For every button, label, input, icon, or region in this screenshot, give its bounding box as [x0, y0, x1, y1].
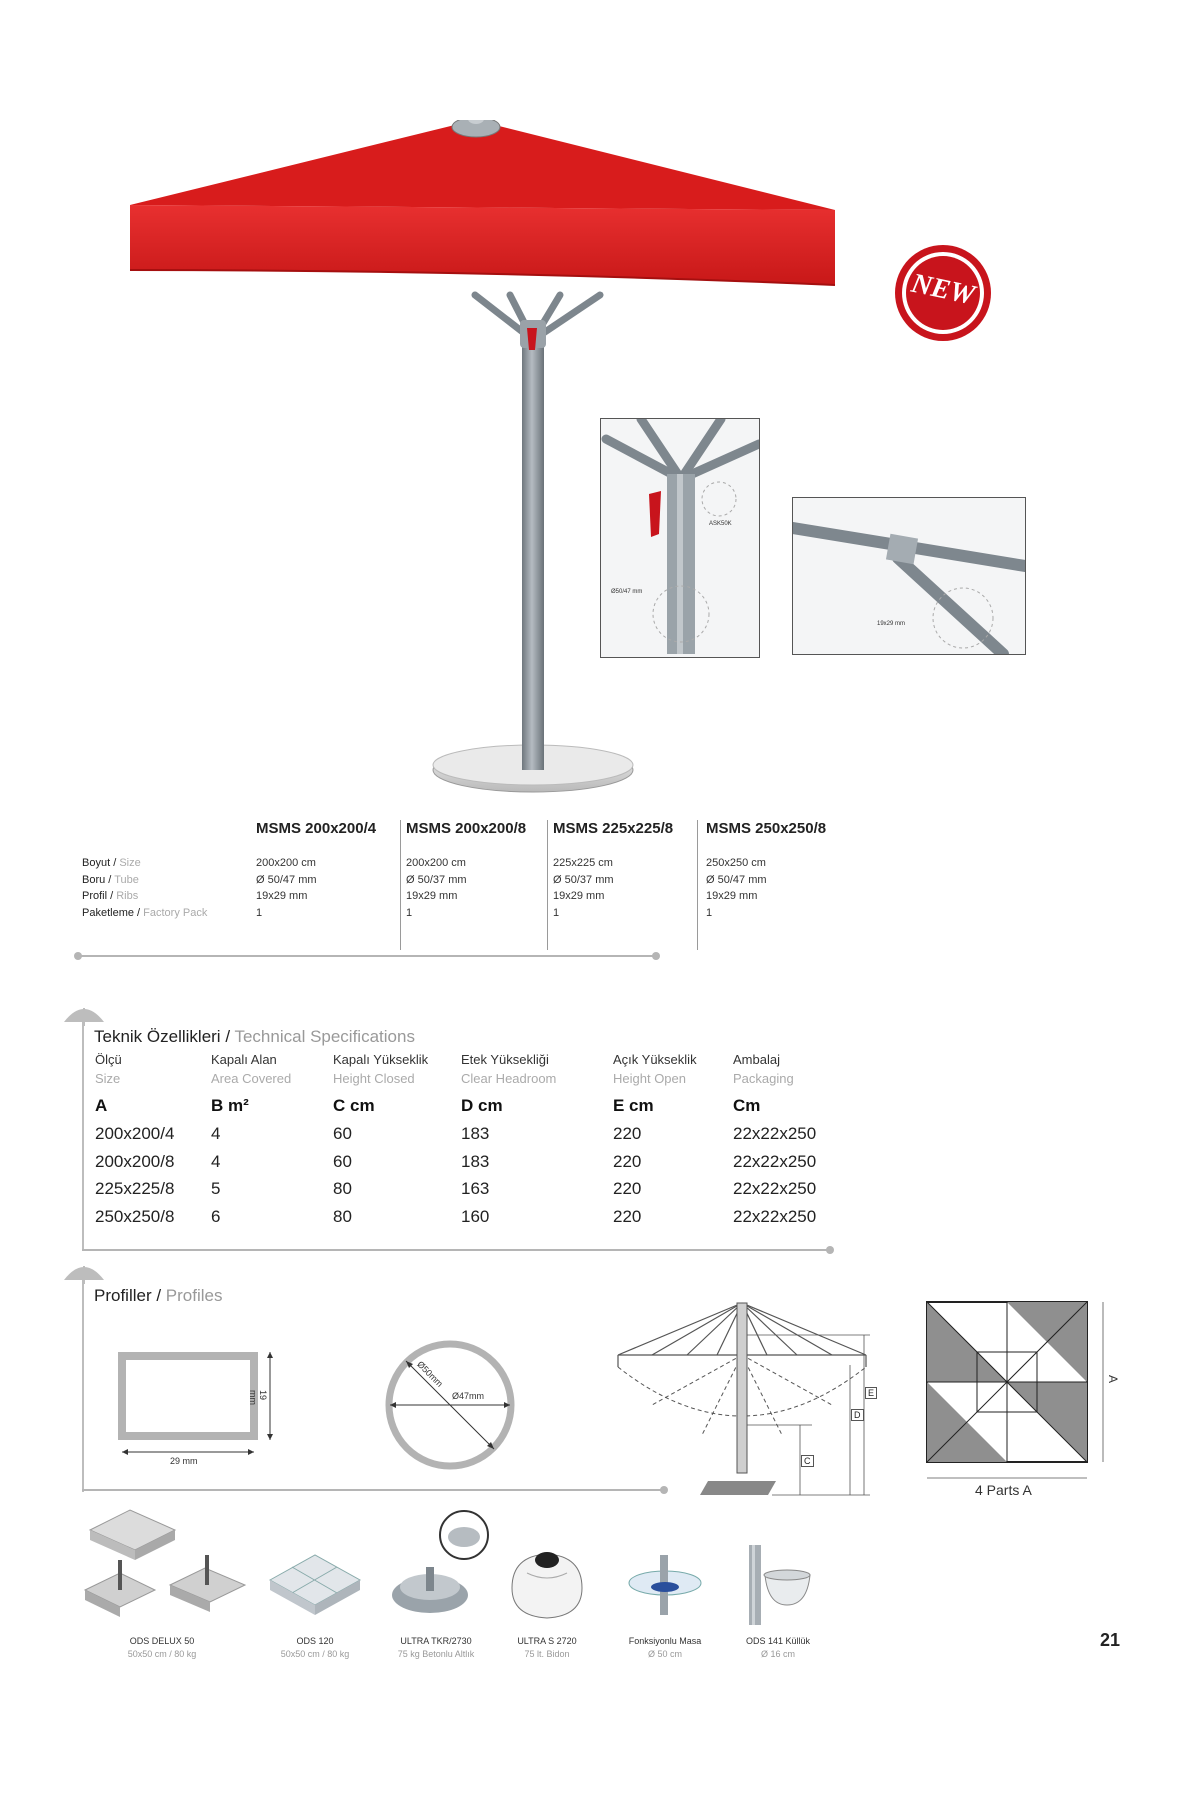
accessory-ashtray-image [735, 1545, 820, 1625]
spec-label-size: Boyut / Size [82, 857, 141, 869]
column-unit: A [95, 1096, 108, 1115]
table-cell: 200x200/4 [95, 1124, 175, 1143]
table-cell: 183 [461, 1124, 490, 1143]
model-name: MSMS 200x200/8 [406, 820, 527, 837]
table-cell: 220 [613, 1206, 642, 1226]
accessory-ods-120-image [265, 1545, 365, 1630]
section-bracket [82, 1012, 84, 1250]
table-cell: 163 [461, 1179, 490, 1198]
model-pack: 1 [706, 906, 713, 919]
accessory-label [398, 1636, 475, 1659]
profiles-title: Profiller / Profiles [94, 1286, 223, 1305]
model-values [553, 855, 614, 921]
accessory-description: 50x50 cm / 80 kg [280, 1649, 350, 1659]
dimension-e-label: E [865, 1387, 877, 1399]
table-cell: 80 [333, 1206, 352, 1226]
model-values [706, 855, 767, 921]
page-number: 21 [1100, 1630, 1121, 1650]
column-unit: E cm [613, 1096, 654, 1115]
spec-label-tube: Boru / Tube [82, 873, 139, 886]
model-values [256, 855, 317, 921]
column-header-en: Area Covered [211, 1071, 292, 1086]
rib-size-label: 19x29 mm [877, 621, 906, 627]
model-ribs: 19x29 mm [256, 890, 308, 902]
table-cell: 22x22x250 [733, 1151, 817, 1171]
model-divider [697, 820, 698, 950]
umbrella-product-image [130, 120, 1010, 800]
table-cell: 22x22x250 [733, 1179, 817, 1198]
column-header-en: Height Open [613, 1071, 686, 1086]
model-divider [547, 820, 548, 950]
tube-profile-icon [380, 1335, 520, 1475]
column-unit: C cm [333, 1096, 375, 1115]
spec-label-pack: Paketleme / Factory Pack [82, 906, 208, 919]
table-column-headroom [461, 1052, 556, 1230]
technical-specs-title: Teknik Özellikleri / Technical Specifications [94, 1027, 415, 1046]
table-cell: 160 [461, 1206, 490, 1226]
accessory-description: Ø 16 cm [760, 1649, 796, 1659]
model-size: 200x200 cm [406, 857, 466, 869]
accessory-label [629, 1636, 702, 1659]
table-cell: 250x250/8 [95, 1206, 175, 1226]
table-cell: 4 [211, 1124, 221, 1143]
model-ribs: 19x29 mm [706, 890, 758, 902]
adjuster-label: ASK50K [709, 521, 732, 527]
accessory-function-table-image [625, 1545, 705, 1625]
rib-profile-drawing [118, 1352, 293, 1466]
accessory-name: ULTRA TKR/2730 [400, 1636, 472, 1646]
accessory-label [128, 1636, 197, 1659]
model-name: MSMS 200x200/4 [256, 820, 377, 837]
umbrella-dimension-diagram [612, 1295, 902, 1505]
table-cell: 220 [613, 1179, 642, 1198]
accessory-ultra-tkr-image [388, 1505, 498, 1630]
column-header: Açık Yükseklik [613, 1052, 697, 1067]
table-cell: 6 [211, 1206, 221, 1226]
tube-inner-label: Ø47mm [452, 1391, 485, 1401]
accessory-description: 75 lt. Bidon [524, 1649, 570, 1659]
accessory-ultra-s-image [502, 1538, 592, 1626]
column-unit: Cm [733, 1096, 761, 1115]
detail-photo-hub [600, 418, 760, 658]
table-cell: 5 [211, 1179, 221, 1198]
accessory-description: 50x50 cm / 80 kg [127, 1649, 197, 1659]
accessory-description: Ø 50 cm [647, 1649, 683, 1659]
accessory-label [517, 1636, 576, 1659]
accessory-ods-delux-image [80, 1505, 250, 1635]
section-rule [82, 1244, 838, 1256]
hub-detail-illustration [601, 419, 759, 657]
table-cell: 220 [613, 1151, 642, 1171]
model-size: 225x225 cm [553, 857, 613, 869]
accessory-description: 75 kg Betonlu Altlık [397, 1649, 475, 1659]
section-rule [82, 1484, 672, 1496]
model-pack: 1 [406, 906, 413, 919]
dimension-c-label: C [801, 1455, 814, 1467]
model-name: MSMS 250x250/8 [706, 820, 827, 837]
table-cell: 22x22x250 [733, 1206, 817, 1226]
model-column [256, 820, 377, 919]
column-header: Ambalaj [733, 1052, 780, 1067]
tube-profile-drawing [380, 1335, 520, 1475]
section-bracket [82, 1270, 84, 1492]
new-badge-text: NEW [908, 267, 978, 312]
column-header: Ölçü [95, 1052, 122, 1067]
column-header: Etek Yüksekliği [461, 1052, 549, 1067]
accessory-name: Fonksiyonlu Masa [628, 1636, 702, 1646]
model-pack: 1 [256, 906, 263, 919]
table-cell: 60 [333, 1124, 352, 1143]
spec-label-ribs: Profil / Ribs [82, 890, 139, 902]
table-column-height-closed [333, 1052, 428, 1230]
canopy-panels-icon [925, 1300, 1125, 1500]
table-column-packaging [733, 1052, 816, 1230]
model-ribs: 19x29 mm [406, 890, 458, 902]
section-rule [72, 950, 662, 962]
accessory-name: ODS DELUX 50 [129, 1636, 195, 1646]
model-tube: Ø 50/37 mm [406, 873, 467, 886]
column-header-en: Size [95, 1071, 121, 1086]
model-name: MSMS 225x225/8 [553, 820, 674, 837]
table-cell: 22x22x250 [733, 1124, 817, 1143]
table-column-size [95, 1052, 174, 1230]
model-tube: Ø 50/47 mm [706, 873, 767, 886]
table-cell: 220 [613, 1124, 642, 1143]
model-values [406, 855, 467, 921]
model-column [706, 820, 827, 919]
accessory-name: ULTRA S 2720 [517, 1636, 577, 1646]
detail-photo-rib [792, 497, 1026, 655]
dimension-a-label: A [1106, 1374, 1121, 1384]
rib-height-label: 19 mm [248, 1390, 268, 1405]
canopy-top-view-diagram [925, 1300, 1125, 1500]
model-column [553, 820, 674, 919]
model-size: 250x250 cm [706, 857, 766, 869]
rib-width-label: 29 mm [170, 1456, 198, 1466]
model-tube: Ø 50/47 mm [256, 873, 317, 886]
table-cell: 80 [333, 1179, 352, 1198]
model-size: 200x200 cm [256, 857, 316, 869]
dimension-d-label: D [851, 1409, 864, 1421]
umbrella-section-icon [62, 1002, 106, 1026]
column-header-en: Height Closed [333, 1071, 415, 1086]
accessory-name: ODS 120 [296, 1636, 334, 1646]
table-cell: 60 [333, 1151, 352, 1171]
table-cell: 225x225/8 [95, 1179, 175, 1198]
umbrella-outline-icon [612, 1295, 902, 1505]
table-cell: 183 [461, 1151, 490, 1171]
table-cell: 200x200/8 [95, 1151, 175, 1171]
rib-detail-illustration [793, 498, 1025, 654]
model-pack: 1 [553, 906, 560, 919]
model-ribs: 19x29 mm [553, 890, 605, 902]
parts-label: 4 Parts A [975, 1482, 1032, 1498]
table-column-area [211, 1052, 291, 1230]
tube-outer-label: Ø50mm [415, 1359, 445, 1389]
column-header-en: Clear Headroom [461, 1071, 557, 1086]
model-tube: Ø 50/37 mm [553, 873, 614, 886]
tube-diameter-label: Ø50/47 mm [611, 589, 643, 595]
column-header: Kapalı Alan [211, 1052, 277, 1067]
new-badge [888, 238, 998, 348]
accessory-label [746, 1636, 810, 1659]
model-column [406, 820, 527, 919]
table-cell: 4 [211, 1151, 221, 1171]
umbrella-section-icon [62, 1260, 106, 1284]
accessory-label [281, 1636, 350, 1659]
model-divider [400, 820, 401, 950]
column-unit: B m² [211, 1096, 249, 1115]
table-column-height-open [613, 1052, 697, 1230]
column-header-en: Packaging [733, 1071, 794, 1086]
column-header: Kapalı Yükseklik [333, 1052, 429, 1067]
spec-labels [82, 855, 207, 921]
column-unit: D cm [461, 1096, 503, 1115]
accessory-name: ODS 141 Küllük [745, 1636, 811, 1646]
